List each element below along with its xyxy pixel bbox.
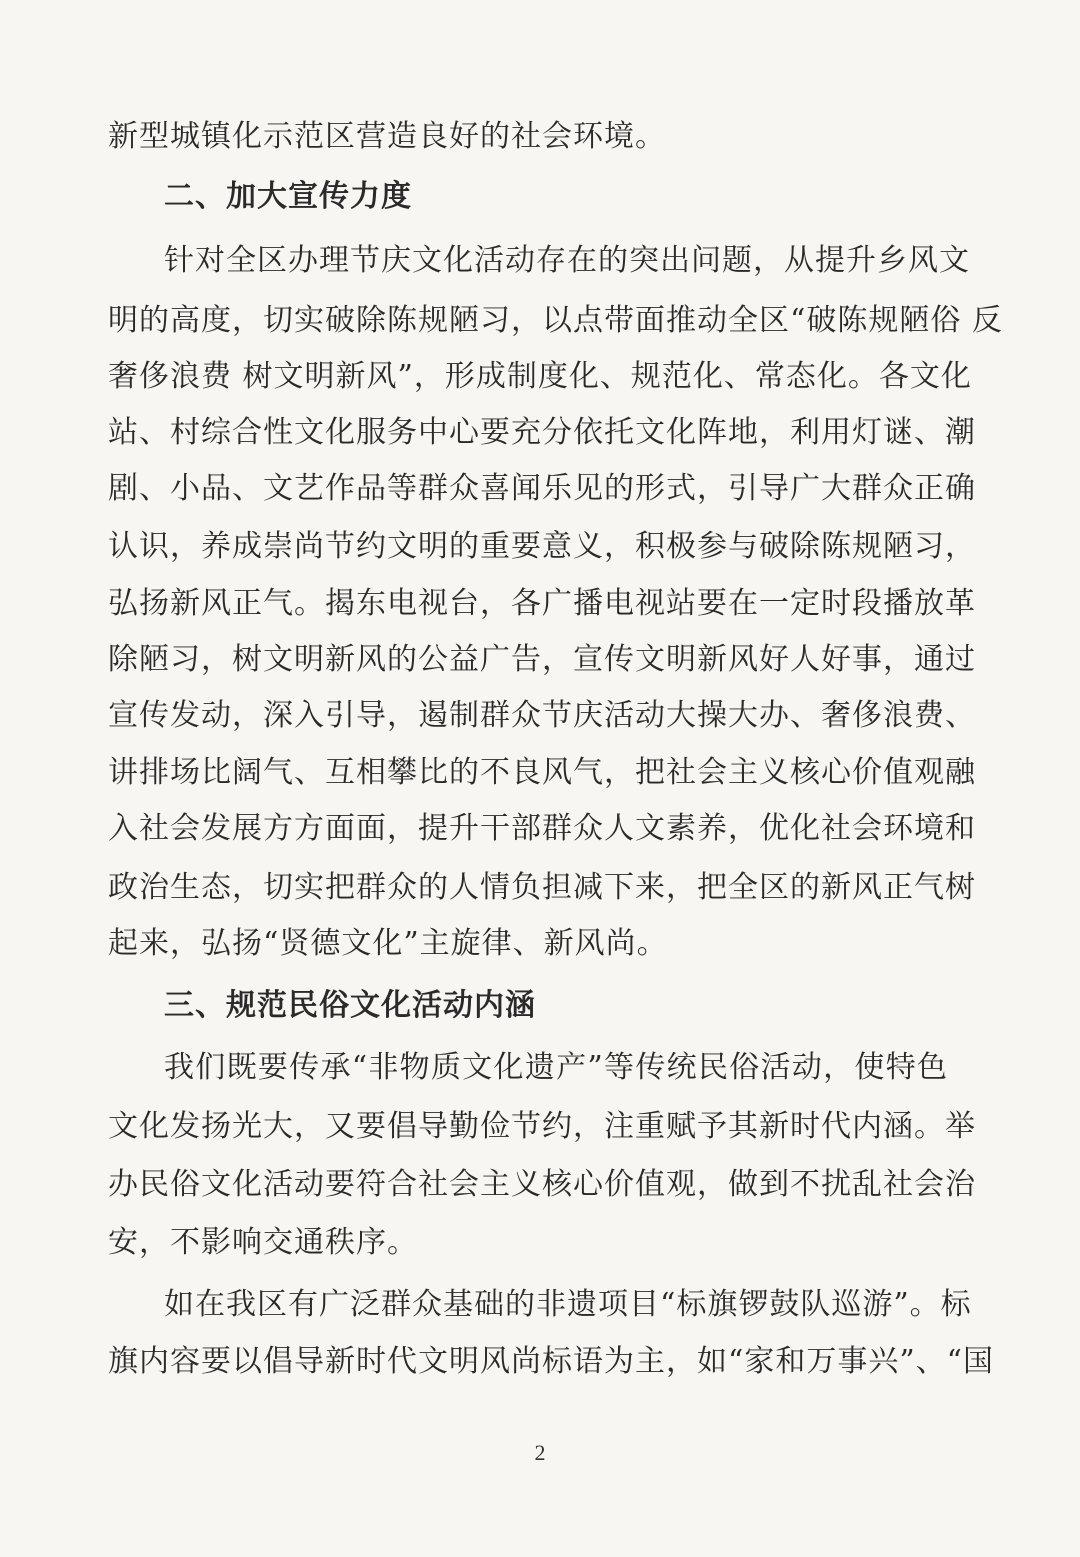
paragraph-line: 站、村综合性文化服务中心要充分依托文化阵地，利用灯谜、潮 [108,415,976,450]
paragraph-line: 新型城镇化示范区营造良好的社会环境。 [108,119,666,154]
paragraph-line: 文化发扬光大，又要倡导勤俭节约，注重赋予其新时代内涵。举 [108,1109,976,1144]
paragraph-line: 除陋习，树文明新风的公益广告，宣传文明新风好人好事，通过 [108,642,976,677]
paragraph-line: 奢侈浪费 树文明新风”，形成制度化、规范化、常态化。各文化 [108,359,972,394]
page-number: 2 [534,1440,546,1465]
paragraph-line: 弘扬新风正气。揭东电视台，各广播电视站要在一定时段播放革 [108,586,976,621]
paragraph-line: 旗内容要以倡导新时代文明风尚标语为主，如“家和万事兴”、“国 [108,1344,995,1379]
paragraph-line: 明的高度，切实破除陈规陋习，以点带面推动全区“破陈规陋俗 反 [108,303,1003,338]
paragraph-line: 针对全区办理节庆文化活动存在的突出问题，从提升乡风文 [164,243,970,278]
paragraph-line: 我们既要传承“非物质文化遗产”等传统民俗活动，使特色 [164,1050,948,1085]
section-heading: 三、规范民俗文化活动内涵 [164,988,536,1023]
paragraph-line: 宣传发动，深入引导，遏制群众节庆活动大操大办、奢侈浪费、 [108,698,976,733]
paragraph-line: 政治生态，切实把群众的人情负担减下来，把全区的新风正气树 [108,870,976,905]
paragraph-line: 如在我区有广泛群众基础的非遗项目“标旗锣鼓队巡游”。标 [164,1287,972,1322]
paragraph-line: 入社会发展方方面面，提升干部群众人文素养，优化社会环境和 [108,811,976,846]
paragraph-line: 办民俗文化活动要符合社会主义核心价值观，做到不扰乱社会治 [108,1167,976,1202]
section-heading: 二、加大宣传力度 [164,179,412,214]
paragraph-line: 剧、小品、文艺作品等群众喜闻乐见的形式，引导广大群众正确 [108,471,976,506]
paragraph-line: 安，不影响交通秩序。 [108,1225,418,1260]
paragraph-line: 讲排场比阔气、互相攀比的不良风气，把社会主义核心价值观融 [108,755,976,790]
paragraph-line: 起来，弘扬“贤德文化”主旋律、新风尚。 [108,926,668,961]
paragraph-line: 认识，养成崇尚节约文明的重要意义，积极参与破除陈规陋习， [108,529,976,564]
